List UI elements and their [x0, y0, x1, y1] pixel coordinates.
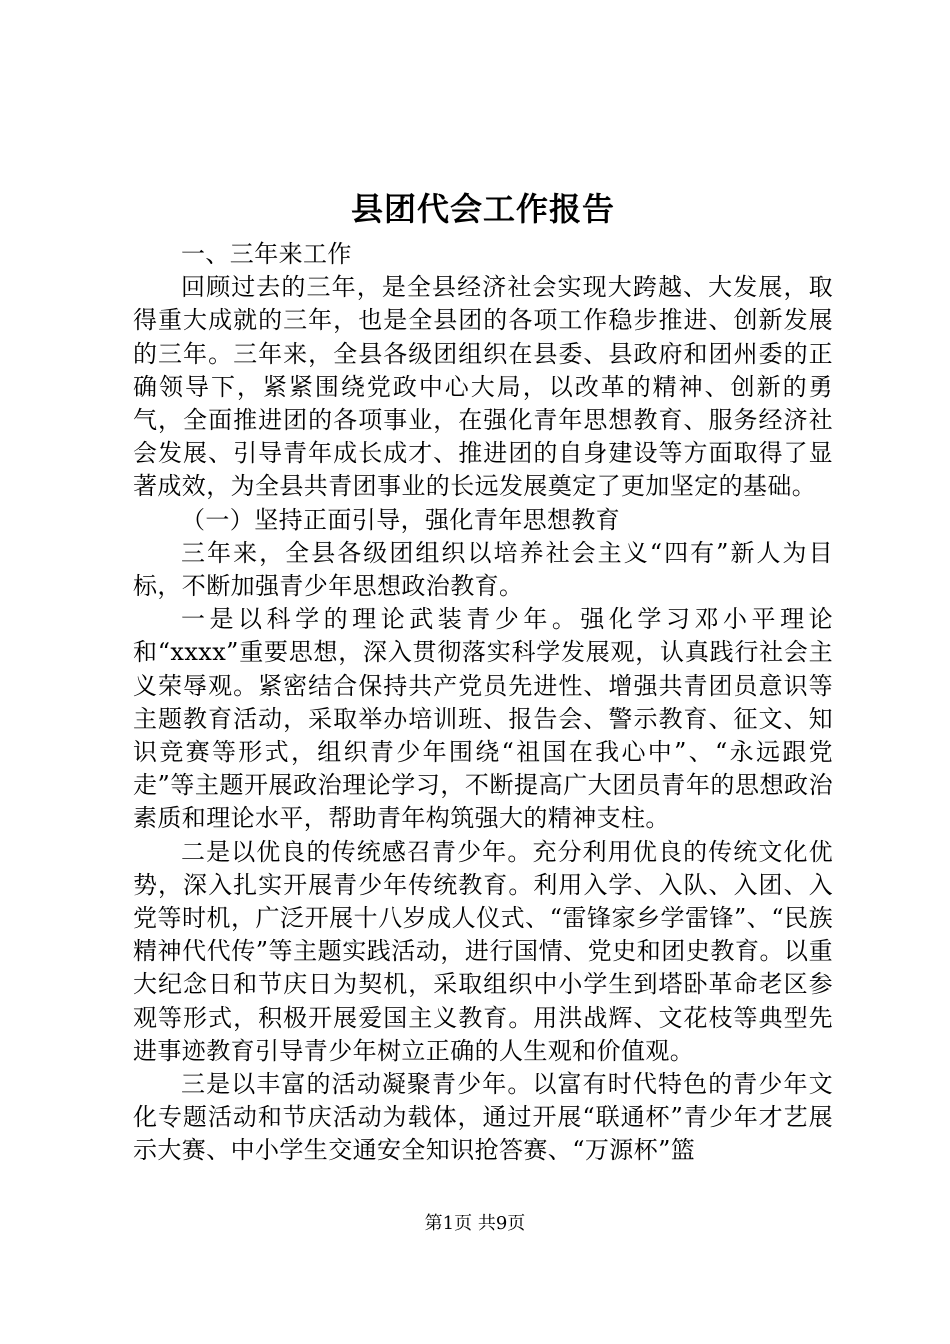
subsection-heading: （一）坚持正面引导，强化青年思想教育 — [181, 505, 621, 534]
document-title: 县团代会工作报告 — [350, 190, 615, 228]
document-body — [133, 180, 833, 1168]
point-one-paragraph: 一是以科学的理论武装青少年。强化学习邓小平理论和“xxxx”重要思想，深入贯彻落实科学发展观，认真践行社会主义荣辱观。紧密结合保持共产党员先进性、增强共青团员意识等主题教育活动，采取举办培训班、报告会、警示教育、征文、知识竞赛等形式，组织青少年围绕“祖国在我心中”、“永远跟党走”等主题开展政治理论学习，不断提高广大团员青年的思想政治素质和理论水平，帮助青年构筑强大的精神支柱。 — [133, 605, 833, 833]
subsection-intro-paragraph: 三年来，全县各级团组织以培养社会主义“四有”新人为目标，不断加强青少年思想政治教育。 — [133, 538, 833, 601]
page-footer: 第1页 共9页 — [424, 1213, 526, 1234]
section-heading: 一、三年来工作 — [181, 240, 352, 268]
point-two-paragraph: 二是以优良的传统感召青少年。充分利用优良的传统文化优势，深入扎实开展青少年传统教育。利用入学、入队、入团、入党等时机，广泛开展十八岁成人仪式、“雷锋家乡学雷锋”、“民族精神代代传”等主题实践活动，进行国情、党史和团史教育。以重大纪念日和节庆日为契机，采取组织中小学生到塔卧革命老区参观等形式，积极开展爱国主义教育。用洪战辉、文花枝等典型先进事迹教育引导青少年树立正确的人生观和价值观。 — [133, 837, 833, 1065]
point-three-paragraph: 三是以丰富的活动凝聚青少年。以富有时代特色的青少年文化专题活动和节庆活动为载体，通过开展“联通杯”青少年才艺展示大赛、中小学生交通安全知识抢答赛、“万源杯”篮 — [133, 1070, 833, 1165]
intro-paragraph: 回顾过去的三年，是全县经济社会实现大跨越、大发展，取得重大成就的三年，也是全县团的各项工作稳步推进、创新发展的三年。三年来，全县各级团组织在县委、县政府和团州委的正确领导下，紧紧围绕党政中心大局，以改革的精神、创新的勇气，全面推进团的各项事业，在强化青年思想教育、服务经济社会发展、引导青年成长成才、推进团的自身建设等方面取得了显著成效，为全县共青团事业的长远发展奠定了更加坚定的基础。 — [133, 273, 833, 501]
